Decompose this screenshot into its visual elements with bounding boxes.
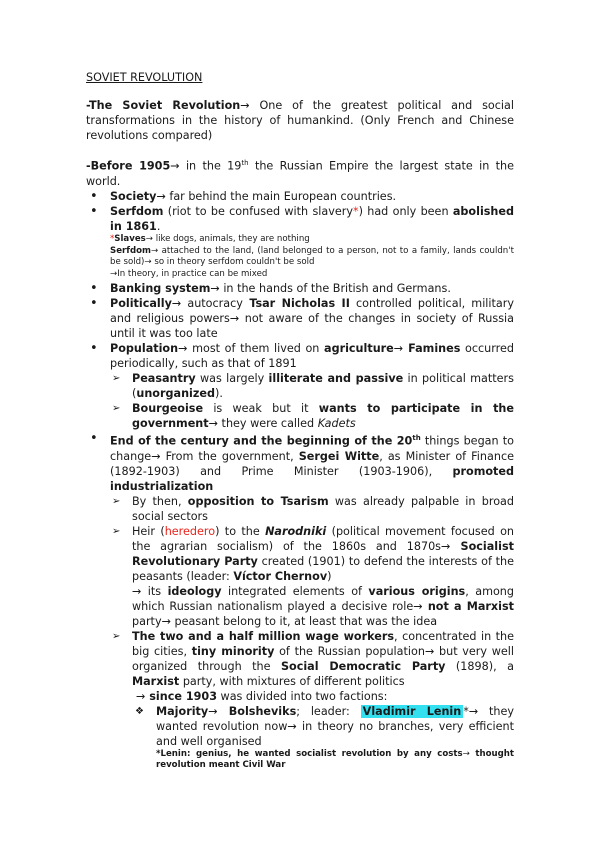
item-lead: End of the century and the beginning of the 20 [110,434,413,448]
main-list-2 [86,431,514,494]
note-text: genius, he wanted socialist revolution by any costs [190,748,463,759]
item-bold: Tsar Nicholas II [242,296,350,310]
arrow-icon: → [132,584,142,598]
arrow-icon: → [156,189,166,203]
item-text: created (1901) to defend the interests of the peasants (leader: [132,554,514,583]
item-text: in political matters ( [132,371,514,400]
arrow-icon: → [424,644,435,658]
item-text: integrated elements of [221,584,369,598]
list-item-banking [86,281,514,296]
item-bold: Sergei Witte [298,449,380,463]
item-bold: promoted industrialization [110,464,514,493]
item-text: ) to the [215,524,266,538]
item-text: things began to change [110,434,514,463]
before-text: in the 19 [179,159,242,173]
note-text: attached to the land, (land belonged to a person, not to a family, lands couldn't be sold) [110,245,514,268]
end-sublist [86,494,514,704]
item-bold: agriculture [324,341,394,355]
item-bold: ideology [167,584,222,598]
arrow-icon: → [145,233,153,244]
factions-sublist [86,704,514,773]
item-bold: illiterate and passive [268,371,404,385]
list-item-heir [110,524,514,629]
list-item-peasantry [110,371,514,401]
arrow-icon: → [210,281,220,295]
item-text: (riot to be confused with slavery [163,204,353,218]
item-bold: Bolsheviks [217,704,297,718]
item-italic: Kadets [317,416,356,430]
list-item-politically [86,296,514,341]
item-text: , as Minister of Finance (1892-1903) and Prime Minister (1903-1906), [110,449,514,478]
note-lead: Serfdom [110,245,152,256]
item-text: peasant belong to it, at least that was the idea [170,614,438,628]
item-bold: abolished in 1861 [110,204,514,233]
list-item-majority [132,704,514,773]
item-text: was already palpable in broad social sectors [132,494,514,523]
document-title: SOVIET REVOLUTION [86,71,203,84]
item-text: was divided into two factions: [216,689,388,703]
footnote-star: * [463,704,469,718]
list-item-bourgeoise [110,401,514,431]
lenin-note [156,749,514,773]
item-bold: Socialist Revolutionary Party [132,539,514,568]
item-text: controlled political, military and religious powers [110,296,514,325]
arrow-icon: → [441,539,451,553]
before-text: the Russian Empire the largest state in the world. [86,159,514,188]
arrow-icon: → [171,296,182,310]
item-bold: Marxist [132,674,180,688]
item-bold: Víctor Chernov [233,569,328,583]
note-text: so in theory serfdom couldn't be sold [151,257,315,268]
intro-text: One of the greatest political and social transformations in the history of humankind. (Only French and Chinese revolutions compared) [86,99,514,142]
item-text: party [132,614,162,628]
item-text: ). [214,386,223,400]
heir-ideology [132,584,514,629]
item-text: ) had only been [358,204,453,218]
item-text: party, with mixtures of different politics [179,674,405,688]
item-bold: not a Marxist [422,599,514,613]
arrow-icon: → [393,341,404,355]
item-lead: Peasantry [132,371,196,385]
item-text: , among which Russian nationalism played a decisive role [132,584,515,613]
item-text: (political movement focused on the agrarian socialism) of the 1860s and 1870s [132,524,514,553]
document-page [86,70,514,772]
note-text: In theory, in practice can be mixed [117,269,268,280]
note-lead: *Lenin: [156,748,191,759]
list-item-population [86,341,514,371]
item-text: they wanted revolution now [156,704,514,733]
list-item-serfdom [86,204,514,281]
intro-lead: -The Soviet Revolution [86,99,241,112]
item-bold: Famines [403,341,461,355]
main-list [86,189,514,371]
arrow-icon: → [413,599,423,613]
item-text: From the government, [160,449,299,463]
arrow-icon: → [144,257,152,268]
item-bold: tiny minority [191,644,275,658]
item-text: occurred periodically, such as that of 1891 [110,341,514,370]
item-text: . [156,219,161,233]
footnote-star: * [110,233,115,244]
item-text: in theory no branches, very efficient and well organised [156,719,514,748]
item-text: ) [327,569,332,583]
arrow-icon: → [136,689,146,703]
item-text: , concentrated in the big cities, [132,629,514,658]
note-text: like dogs, animals, they are nothing [152,233,310,244]
item-bold: unorganized [136,386,215,400]
item-lead: Bourgeoise [132,401,204,415]
arrow-icon: → [240,99,250,112]
note-serfdom [110,246,514,270]
item-bold-italic: Narodniki [265,524,327,538]
item-text: in the hands of the British and Germans. [219,281,451,295]
item-text: but very well organized through the [132,644,514,673]
item-bold: The two and a half million wage workers [132,629,395,643]
note-lead: Slaves [114,233,146,244]
item-text: far behind the main European countries. [165,189,397,203]
arrow-icon: → [208,416,218,430]
item-bold: opposition to Tsarism [187,494,329,508]
item-text: is weak but it [203,401,319,415]
arrow-icon: → [161,614,171,628]
arrow-icon: → [287,719,297,733]
arrow-icon: → [110,269,118,280]
list-item-opposition [110,494,514,524]
item-text: (1898), a [445,659,514,673]
arrow-icon: → [468,704,479,718]
item-bold: since 1903 [145,689,217,703]
superscript: th [412,433,421,442]
footnote-star: * [352,204,359,218]
item-text: ; leader: [296,704,361,718]
item-text: was largely [195,371,269,385]
arrow-icon: → [178,341,188,355]
superscript: th [241,159,249,167]
item-text: Heir ( [132,524,165,538]
arrow-icon: → [151,245,159,256]
item-red: heredero [164,524,216,538]
item-text: autocracy [181,296,243,310]
item-text: not aware of the changes in society of Russia until it was too late [110,311,515,340]
item-lead: Serfdom [110,204,164,218]
note-text: thought revolution meant Civil War [156,748,514,771]
item-text: its [141,584,168,598]
arrow-icon: → [208,704,218,718]
item-bold: Majority [156,704,209,718]
item-lead: Population [110,341,179,355]
note-slaves [110,234,514,246]
population-sublist [86,371,514,431]
item-lead: Society [110,189,157,203]
item-text: most of them lived on [187,341,325,355]
item-text: of the Russian population [274,644,425,658]
note-theory [110,269,514,281]
workers-split [132,689,514,704]
item-bold: wants to participate in the government [132,401,514,430]
arrow-icon: → [462,748,470,759]
intro-paragraph [86,98,514,143]
before-lead: -Before 1905 [86,159,171,173]
item-bold: various origins [368,584,466,598]
list-item-society [86,189,514,204]
item-bold: Social Democratic Party [280,659,446,673]
arrow-icon: → [170,159,180,173]
highlighted-name: Vladimir Lenin [362,704,462,718]
serfdom-notes [110,234,514,281]
list-item-end-of-century [86,431,514,494]
item-lead: Banking system [110,281,211,295]
item-text: By then, [132,494,188,508]
list-item-workers [110,629,514,704]
before-paragraph [86,156,514,189]
arrow-icon: → [229,311,240,325]
item-lead: Politically [110,296,172,310]
item-text: they were called [218,416,318,430]
arrow-icon: → [151,449,161,463]
